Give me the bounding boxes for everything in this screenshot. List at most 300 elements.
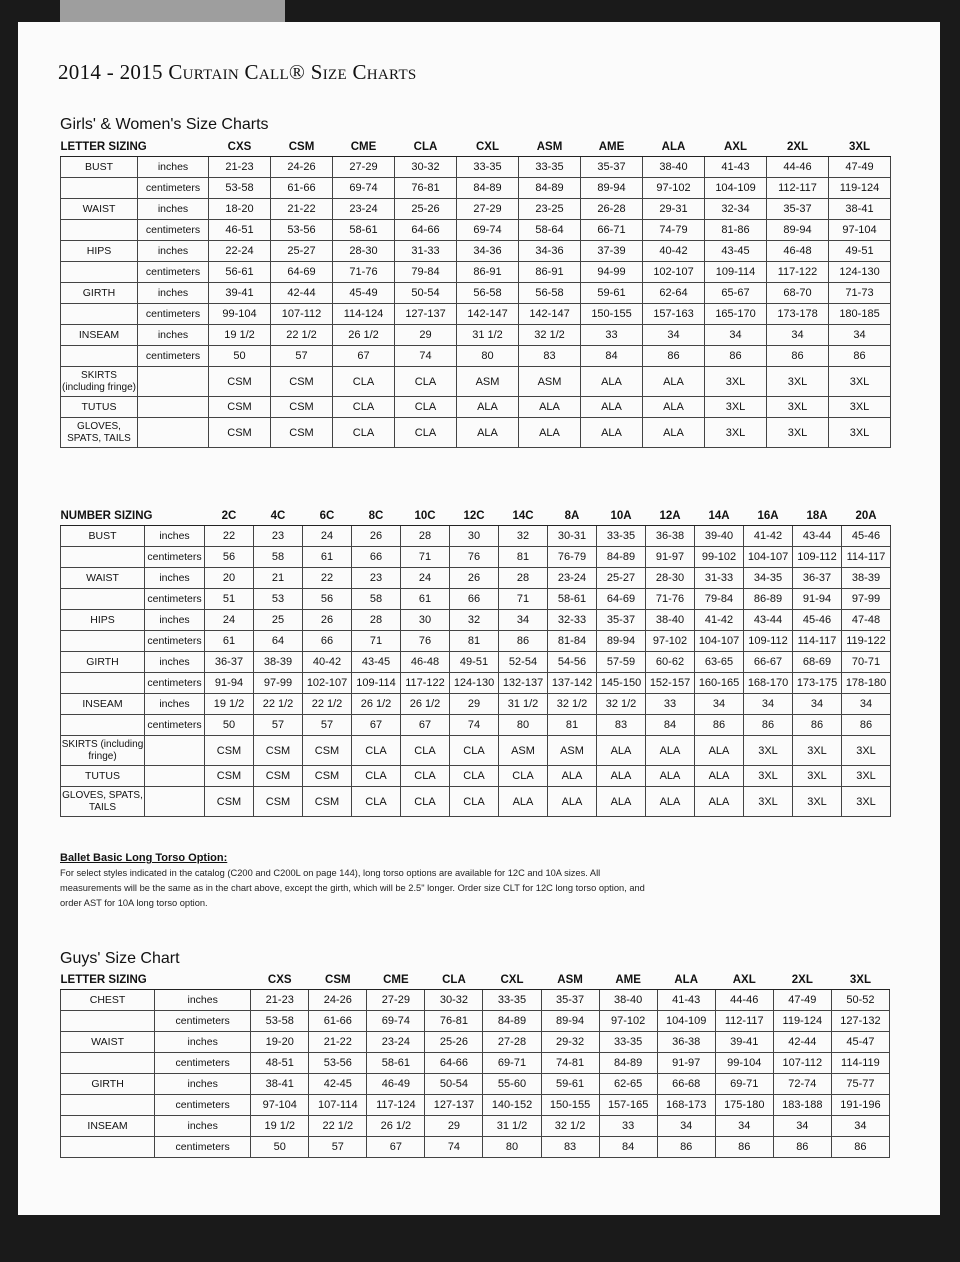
size-column-header: CLA bbox=[425, 971, 483, 990]
measurement-cell: 53-56 bbox=[271, 220, 333, 241]
row-label bbox=[61, 1011, 155, 1032]
size-column-header: 6C bbox=[303, 507, 352, 526]
measurement-cell: 109-112 bbox=[744, 631, 793, 652]
measurement-cell: 76-81 bbox=[425, 1011, 483, 1032]
size-column-header: 2XL bbox=[773, 971, 831, 990]
table-row bbox=[61, 715, 891, 736]
unit-label: centimeters bbox=[145, 547, 205, 568]
measurement-cell: 29 bbox=[395, 325, 457, 346]
row-label bbox=[61, 262, 138, 283]
measurement-cell: CSM bbox=[271, 397, 333, 418]
measurement-cell: CSM bbox=[205, 736, 254, 766]
size-column-header: 3XL bbox=[829, 138, 891, 157]
unit-label: centimeters bbox=[145, 631, 205, 652]
measurement-cell: 32 1/2 bbox=[597, 694, 646, 715]
table-row bbox=[61, 178, 891, 199]
measurement-cell: ASM bbox=[499, 736, 548, 766]
measurement-cell: 32 bbox=[450, 610, 499, 631]
size-column-header: 4C bbox=[254, 507, 303, 526]
measurement-cell: 152-157 bbox=[646, 673, 695, 694]
guys-letter-size-table bbox=[60, 971, 890, 1158]
measurement-cell: 80 bbox=[499, 715, 548, 736]
measurement-cell: 72-74 bbox=[773, 1074, 831, 1095]
measurement-cell: 117-122 bbox=[401, 673, 450, 694]
measurement-cell: 42-44 bbox=[773, 1032, 831, 1053]
measurement-cell: ALA bbox=[695, 787, 744, 817]
row-label: BUST bbox=[61, 157, 138, 178]
row-label: CHEST bbox=[61, 990, 155, 1011]
measurement-cell: 30 bbox=[450, 526, 499, 547]
table-row bbox=[61, 283, 891, 304]
unit-label: centimeters bbox=[138, 346, 209, 367]
row-label: WAIST bbox=[61, 1032, 155, 1053]
measurement-cell: 104-109 bbox=[705, 178, 767, 199]
measurement-cell: CLA bbox=[395, 397, 457, 418]
measurement-cell: 61 bbox=[303, 547, 352, 568]
measurement-cell: 119-122 bbox=[842, 631, 891, 652]
measurement-cell: 86-91 bbox=[457, 262, 519, 283]
measurement-cell: 150-155 bbox=[541, 1095, 599, 1116]
measurement-cell: 36-38 bbox=[646, 526, 695, 547]
measurement-cell: 24 bbox=[205, 610, 254, 631]
measurement-cell: 80 bbox=[483, 1137, 541, 1158]
size-column-header: 2C bbox=[205, 507, 254, 526]
measurement-cell: 76 bbox=[450, 547, 499, 568]
measurement-cell: ALA bbox=[643, 397, 705, 418]
measurement-cell: 35-37 bbox=[581, 157, 643, 178]
measurement-cell: 23-24 bbox=[333, 199, 395, 220]
measurement-cell: CLA bbox=[352, 787, 401, 817]
measurement-cell: 69-71 bbox=[715, 1074, 773, 1095]
measurement-cell: 79-84 bbox=[695, 589, 744, 610]
measurement-cell: 86 bbox=[793, 715, 842, 736]
measurement-cell: 68-70 bbox=[767, 283, 829, 304]
measurement-cell: 46-48 bbox=[767, 241, 829, 262]
measurement-cell: 48-51 bbox=[251, 1053, 309, 1074]
row-label bbox=[61, 220, 138, 241]
size-column-header: 8A bbox=[548, 507, 597, 526]
measurement-cell: 21-23 bbox=[251, 990, 309, 1011]
measurement-cell: 36-37 bbox=[793, 568, 842, 589]
measurement-cell: 191-196 bbox=[831, 1095, 889, 1116]
measurement-cell: 33-35 bbox=[597, 526, 646, 547]
measurement-cell: ALA bbox=[597, 736, 646, 766]
measurement-cell: 34-35 bbox=[744, 568, 793, 589]
measurement-cell: 66-71 bbox=[581, 220, 643, 241]
measurement-cell: 35-37 bbox=[541, 990, 599, 1011]
measurement-cell: 19 1/2 bbox=[209, 325, 271, 346]
measurement-cell: 66-68 bbox=[657, 1074, 715, 1095]
measurement-cell: 34 bbox=[695, 694, 744, 715]
measurement-cell: 142-147 bbox=[457, 304, 519, 325]
measurement-cell: 40-42 bbox=[643, 241, 705, 262]
measurement-cell: 32-33 bbox=[548, 610, 597, 631]
measurement-cell: 26 bbox=[303, 610, 352, 631]
measurement-cell: 34 bbox=[744, 694, 793, 715]
measurement-cell: 74 bbox=[425, 1137, 483, 1158]
measurement-cell: 3XL bbox=[829, 367, 891, 397]
row-label bbox=[61, 304, 138, 325]
table-row bbox=[61, 736, 891, 766]
measurement-cell: 25-26 bbox=[425, 1032, 483, 1053]
measurement-cell: CSM bbox=[303, 736, 352, 766]
measurement-cell: 34 bbox=[829, 325, 891, 346]
measurement-cell: 34 bbox=[831, 1116, 889, 1137]
size-column-header: 20A bbox=[842, 507, 891, 526]
measurement-cell: 124-130 bbox=[829, 262, 891, 283]
measurement-cell: 97-102 bbox=[643, 178, 705, 199]
row-label: GIRTH bbox=[61, 1074, 155, 1095]
measurement-cell: 46-51 bbox=[209, 220, 271, 241]
measurement-cell: 56 bbox=[205, 547, 254, 568]
measurement-cell: 20 bbox=[205, 568, 254, 589]
document-title: 2014 - 2015 Curtain Call® Size Charts bbox=[58, 60, 417, 84]
measurement-cell: 99-102 bbox=[695, 547, 744, 568]
measurement-cell: 127-137 bbox=[425, 1095, 483, 1116]
sizing-heading: LETTER SIZING bbox=[61, 138, 209, 157]
measurement-cell: 21-22 bbox=[271, 199, 333, 220]
measurement-cell: 74-81 bbox=[541, 1053, 599, 1074]
measurement-cell: 33-35 bbox=[483, 990, 541, 1011]
measurement-cell: 25-26 bbox=[395, 199, 457, 220]
measurement-cell: 91-94 bbox=[205, 673, 254, 694]
row-label: SKIRTS (including fringe) bbox=[61, 736, 145, 766]
measurement-cell: 23 bbox=[254, 526, 303, 547]
measurement-cell: 3XL bbox=[767, 418, 829, 448]
measurement-cell: 34 bbox=[793, 694, 842, 715]
measurement-cell: 3XL bbox=[842, 787, 891, 817]
size-column-header: 12C bbox=[450, 507, 499, 526]
measurement-cell: 38-39 bbox=[842, 568, 891, 589]
measurement-cell: 71 bbox=[401, 547, 450, 568]
measurement-cell: 86 bbox=[695, 715, 744, 736]
row-label: HIPS bbox=[61, 610, 145, 631]
measurement-cell: CLA bbox=[333, 418, 395, 448]
measurement-cell: ALA bbox=[695, 736, 744, 766]
measurement-cell: 50 bbox=[251, 1137, 309, 1158]
size-column-header: 16A bbox=[744, 507, 793, 526]
measurement-cell: 3XL bbox=[705, 397, 767, 418]
measurement-cell: 47-49 bbox=[829, 157, 891, 178]
measurement-cell: ASM bbox=[519, 367, 581, 397]
measurement-cell: CLA bbox=[395, 418, 457, 448]
size-column-header: ALA bbox=[657, 971, 715, 990]
table-row bbox=[61, 367, 891, 397]
measurement-cell: 23 bbox=[352, 568, 401, 589]
measurement-cell: ALA bbox=[581, 367, 643, 397]
size-column-header: 14A bbox=[695, 507, 744, 526]
measurement-cell: 23-24 bbox=[367, 1032, 425, 1053]
table-row bbox=[61, 397, 891, 418]
measurement-cell: ALA bbox=[581, 397, 643, 418]
measurement-cell: 86 bbox=[831, 1137, 889, 1158]
measurement-cell: 157-165 bbox=[599, 1095, 657, 1116]
unit-label: inches bbox=[145, 568, 205, 589]
row-label bbox=[61, 589, 145, 610]
measurement-cell: 102-107 bbox=[643, 262, 705, 283]
measurement-cell: 58-61 bbox=[548, 589, 597, 610]
measurement-cell: 86-91 bbox=[519, 262, 581, 283]
measurement-cell: 26 bbox=[450, 568, 499, 589]
measurement-cell: 97-99 bbox=[842, 589, 891, 610]
measurement-cell: 28 bbox=[401, 526, 450, 547]
measurement-cell: 114-124 bbox=[333, 304, 395, 325]
measurement-cell: CSM bbox=[205, 766, 254, 787]
table-row bbox=[61, 673, 891, 694]
measurement-cell: 127-137 bbox=[395, 304, 457, 325]
table-row bbox=[61, 1032, 890, 1053]
row-label: TUTUS bbox=[61, 766, 145, 787]
measurement-cell: 62-65 bbox=[599, 1074, 657, 1095]
table-row bbox=[61, 1095, 890, 1116]
measurement-cell: 19-20 bbox=[251, 1032, 309, 1053]
measurement-cell: 97-102 bbox=[646, 631, 695, 652]
measurement-cell: 32 1/2 bbox=[548, 694, 597, 715]
measurement-cell: 84-89 bbox=[519, 178, 581, 199]
measurement-cell: 45-46 bbox=[793, 610, 842, 631]
measurement-cell: 66-67 bbox=[744, 652, 793, 673]
measurement-cell: 28 bbox=[499, 568, 548, 589]
measurement-cell: 75-77 bbox=[831, 1074, 889, 1095]
unit-label: inches bbox=[155, 1116, 251, 1137]
measurement-cell: 83 bbox=[541, 1137, 599, 1158]
size-column-header: CSM bbox=[309, 971, 367, 990]
measurement-cell: 43-44 bbox=[744, 610, 793, 631]
measurement-cell: 97-104 bbox=[829, 220, 891, 241]
size-column-header: 12A bbox=[646, 507, 695, 526]
table-row bbox=[61, 325, 891, 346]
measurement-cell: 43-45 bbox=[352, 652, 401, 673]
measurement-cell: CSM bbox=[209, 397, 271, 418]
unit-label: inches bbox=[145, 526, 205, 547]
table-row bbox=[61, 766, 891, 787]
table-row bbox=[61, 1053, 890, 1074]
table-row bbox=[61, 652, 891, 673]
measurement-cell: 44-46 bbox=[767, 157, 829, 178]
measurement-cell: ALA bbox=[548, 766, 597, 787]
long-torso-note-title: Ballet Basic Long Torso Option: bbox=[60, 852, 228, 864]
measurement-cell: 52-54 bbox=[499, 652, 548, 673]
measurement-cell: 114-119 bbox=[831, 1053, 889, 1074]
table-row bbox=[61, 199, 891, 220]
measurement-cell: 66 bbox=[303, 631, 352, 652]
measurement-cell: 99-104 bbox=[209, 304, 271, 325]
unit-label: inches bbox=[145, 694, 205, 715]
measurement-cell: 29-31 bbox=[643, 199, 705, 220]
measurement-cell: 36-38 bbox=[657, 1032, 715, 1053]
measurement-cell: 34 bbox=[643, 325, 705, 346]
measurement-cell: 28-30 bbox=[333, 241, 395, 262]
measurement-cell: 57 bbox=[271, 346, 333, 367]
unit-label: inches bbox=[138, 325, 209, 346]
measurement-cell: 86 bbox=[715, 1137, 773, 1158]
measurement-cell: 33 bbox=[646, 694, 695, 715]
long-torso-note-text: For select styles indicated in the catalog (C200 and C200L on page 144), long torso options are available for 12C and 10A sizes. All measurements will be the same as in the chart above, except the girth, which will be 2.5" longer. Order size CLT for 12C long torso option, and order AST for 10A long torso option. bbox=[60, 868, 645, 908]
unit-label: inches bbox=[155, 1032, 251, 1053]
measurement-cell: 71-73 bbox=[829, 283, 891, 304]
measurement-cell: ALA bbox=[457, 418, 519, 448]
measurement-cell: ALA bbox=[643, 367, 705, 397]
measurement-cell: 18-20 bbox=[209, 199, 271, 220]
table-row bbox=[61, 262, 891, 283]
measurement-cell: 50-54 bbox=[425, 1074, 483, 1095]
measurement-cell: 89-94 bbox=[767, 220, 829, 241]
measurement-cell: 56 bbox=[303, 589, 352, 610]
table-row bbox=[61, 990, 890, 1011]
size-column-header: 3XL bbox=[831, 971, 889, 990]
measurement-cell: 58-64 bbox=[519, 220, 581, 241]
unit-label bbox=[145, 787, 205, 817]
measurement-cell: 74-79 bbox=[643, 220, 705, 241]
table-row bbox=[61, 547, 891, 568]
unit-label bbox=[138, 418, 209, 448]
row-label: TUTUS bbox=[61, 397, 138, 418]
unit-label bbox=[145, 736, 205, 766]
measurement-cell: CLA bbox=[352, 766, 401, 787]
measurement-cell: 178-180 bbox=[842, 673, 891, 694]
unit-label: centimeters bbox=[138, 304, 209, 325]
measurement-cell: 60-62 bbox=[646, 652, 695, 673]
measurement-cell: 104-107 bbox=[744, 547, 793, 568]
measurement-cell: 58-61 bbox=[367, 1053, 425, 1074]
measurement-cell: 57-59 bbox=[597, 652, 646, 673]
unit-label: inches bbox=[155, 1074, 251, 1095]
unit-label: centimeters bbox=[138, 220, 209, 241]
measurement-cell: 34 bbox=[715, 1116, 773, 1137]
row-label: INSEAM bbox=[61, 325, 138, 346]
measurement-cell: 91-94 bbox=[793, 589, 842, 610]
measurement-cell: 31 1/2 bbox=[483, 1116, 541, 1137]
size-column-header: CXL bbox=[483, 971, 541, 990]
measurement-cell: 117-124 bbox=[367, 1095, 425, 1116]
measurement-cell: 38-39 bbox=[254, 652, 303, 673]
measurement-cell: 38-40 bbox=[599, 990, 657, 1011]
measurement-cell: 22 1/2 bbox=[303, 694, 352, 715]
measurement-cell: 81-86 bbox=[705, 220, 767, 241]
size-column-header: AME bbox=[599, 971, 657, 990]
measurement-cell: 61-66 bbox=[271, 178, 333, 199]
measurement-cell: CLA bbox=[333, 367, 395, 397]
measurement-cell: 59-61 bbox=[541, 1074, 599, 1095]
unit-label: inches bbox=[138, 283, 209, 304]
measurement-cell: 34 bbox=[499, 610, 548, 631]
measurement-cell: 55-60 bbox=[483, 1074, 541, 1095]
measurement-cell: 3XL bbox=[793, 787, 842, 817]
sizing-heading: NUMBER SIZING bbox=[61, 507, 205, 526]
unit-label: inches bbox=[138, 199, 209, 220]
measurement-cell: 26-28 bbox=[581, 199, 643, 220]
table-row bbox=[61, 694, 891, 715]
measurement-cell: 23-25 bbox=[519, 199, 581, 220]
measurement-cell: CSM bbox=[271, 367, 333, 397]
measurement-cell: 38-41 bbox=[251, 1074, 309, 1095]
measurement-cell: 45-47 bbox=[831, 1032, 889, 1053]
measurement-cell: 86 bbox=[829, 346, 891, 367]
measurement-cell: 3XL bbox=[793, 766, 842, 787]
measurement-cell: 89-94 bbox=[541, 1011, 599, 1032]
measurement-cell: ALA bbox=[643, 418, 705, 448]
size-column-header: CLA bbox=[395, 138, 457, 157]
measurement-cell: 86 bbox=[773, 1137, 831, 1158]
measurement-cell: 65-67 bbox=[705, 283, 767, 304]
measurement-cell: CSM bbox=[209, 367, 271, 397]
measurement-cell: 43-44 bbox=[793, 526, 842, 547]
measurement-cell: 145-150 bbox=[597, 673, 646, 694]
measurement-cell: 71 bbox=[352, 631, 401, 652]
row-label bbox=[61, 631, 145, 652]
measurement-cell: CSM bbox=[254, 736, 303, 766]
measurement-cell: 31-33 bbox=[695, 568, 744, 589]
measurement-cell: 74 bbox=[395, 346, 457, 367]
measurement-cell: 97-102 bbox=[599, 1011, 657, 1032]
measurement-cell: CLA bbox=[450, 766, 499, 787]
measurement-cell: 53-58 bbox=[209, 178, 271, 199]
measurement-cell: 58 bbox=[254, 547, 303, 568]
size-column-header: CSM bbox=[271, 138, 333, 157]
measurement-cell: 53-56 bbox=[309, 1053, 367, 1074]
measurement-cell: 3XL bbox=[744, 787, 793, 817]
row-label bbox=[61, 346, 138, 367]
measurement-cell: 35-37 bbox=[767, 199, 829, 220]
measurement-cell: 21-23 bbox=[209, 157, 271, 178]
measurement-cell: 160-165 bbox=[695, 673, 744, 694]
measurement-cell: 34 bbox=[773, 1116, 831, 1137]
measurement-cell: 69-74 bbox=[333, 178, 395, 199]
measurement-cell: 33 bbox=[581, 325, 643, 346]
measurement-cell: 70-71 bbox=[842, 652, 891, 673]
unit-label: centimeters bbox=[145, 715, 205, 736]
measurement-cell: 28 bbox=[352, 610, 401, 631]
measurement-cell: 86-89 bbox=[744, 589, 793, 610]
measurement-cell: 84 bbox=[646, 715, 695, 736]
measurement-cell: ALA bbox=[597, 787, 646, 817]
measurement-cell: 64-66 bbox=[395, 220, 457, 241]
measurement-cell: 168-173 bbox=[657, 1095, 715, 1116]
measurement-cell: 49-51 bbox=[450, 652, 499, 673]
measurement-cell: 30-32 bbox=[395, 157, 457, 178]
measurement-cell: 107-112 bbox=[773, 1053, 831, 1074]
measurement-cell: 25 bbox=[254, 610, 303, 631]
sizing-heading: LETTER SIZING bbox=[61, 971, 251, 990]
measurement-cell: 107-112 bbox=[271, 304, 333, 325]
measurement-cell: 50-52 bbox=[831, 990, 889, 1011]
measurement-cell: ALA bbox=[646, 787, 695, 817]
measurement-cell: 168-170 bbox=[744, 673, 793, 694]
row-label: INSEAM bbox=[61, 1116, 155, 1137]
measurement-cell: 76-79 bbox=[548, 547, 597, 568]
measurement-cell: 79-84 bbox=[395, 262, 457, 283]
measurement-cell: 22 1/2 bbox=[254, 694, 303, 715]
measurement-cell: 68-69 bbox=[793, 652, 842, 673]
measurement-cell: 47-48 bbox=[842, 610, 891, 631]
measurement-cell: 76-81 bbox=[395, 178, 457, 199]
measurement-cell: 89-94 bbox=[597, 631, 646, 652]
measurement-cell: 3XL bbox=[767, 397, 829, 418]
measurement-cell: 50-54 bbox=[395, 283, 457, 304]
row-label: WAIST bbox=[61, 199, 138, 220]
measurement-cell: 34 bbox=[842, 694, 891, 715]
measurement-cell: 63-65 bbox=[695, 652, 744, 673]
measurement-cell: 26 1/2 bbox=[352, 694, 401, 715]
measurement-cell: 67 bbox=[401, 715, 450, 736]
row-label: WAIST bbox=[61, 568, 145, 589]
measurement-cell: 183-188 bbox=[773, 1095, 831, 1116]
measurement-cell: 89-94 bbox=[581, 178, 643, 199]
measurement-cell: 67 bbox=[352, 715, 401, 736]
measurement-cell: 3XL bbox=[767, 367, 829, 397]
measurement-cell: 51 bbox=[205, 589, 254, 610]
measurement-cell: 26 1/2 bbox=[401, 694, 450, 715]
